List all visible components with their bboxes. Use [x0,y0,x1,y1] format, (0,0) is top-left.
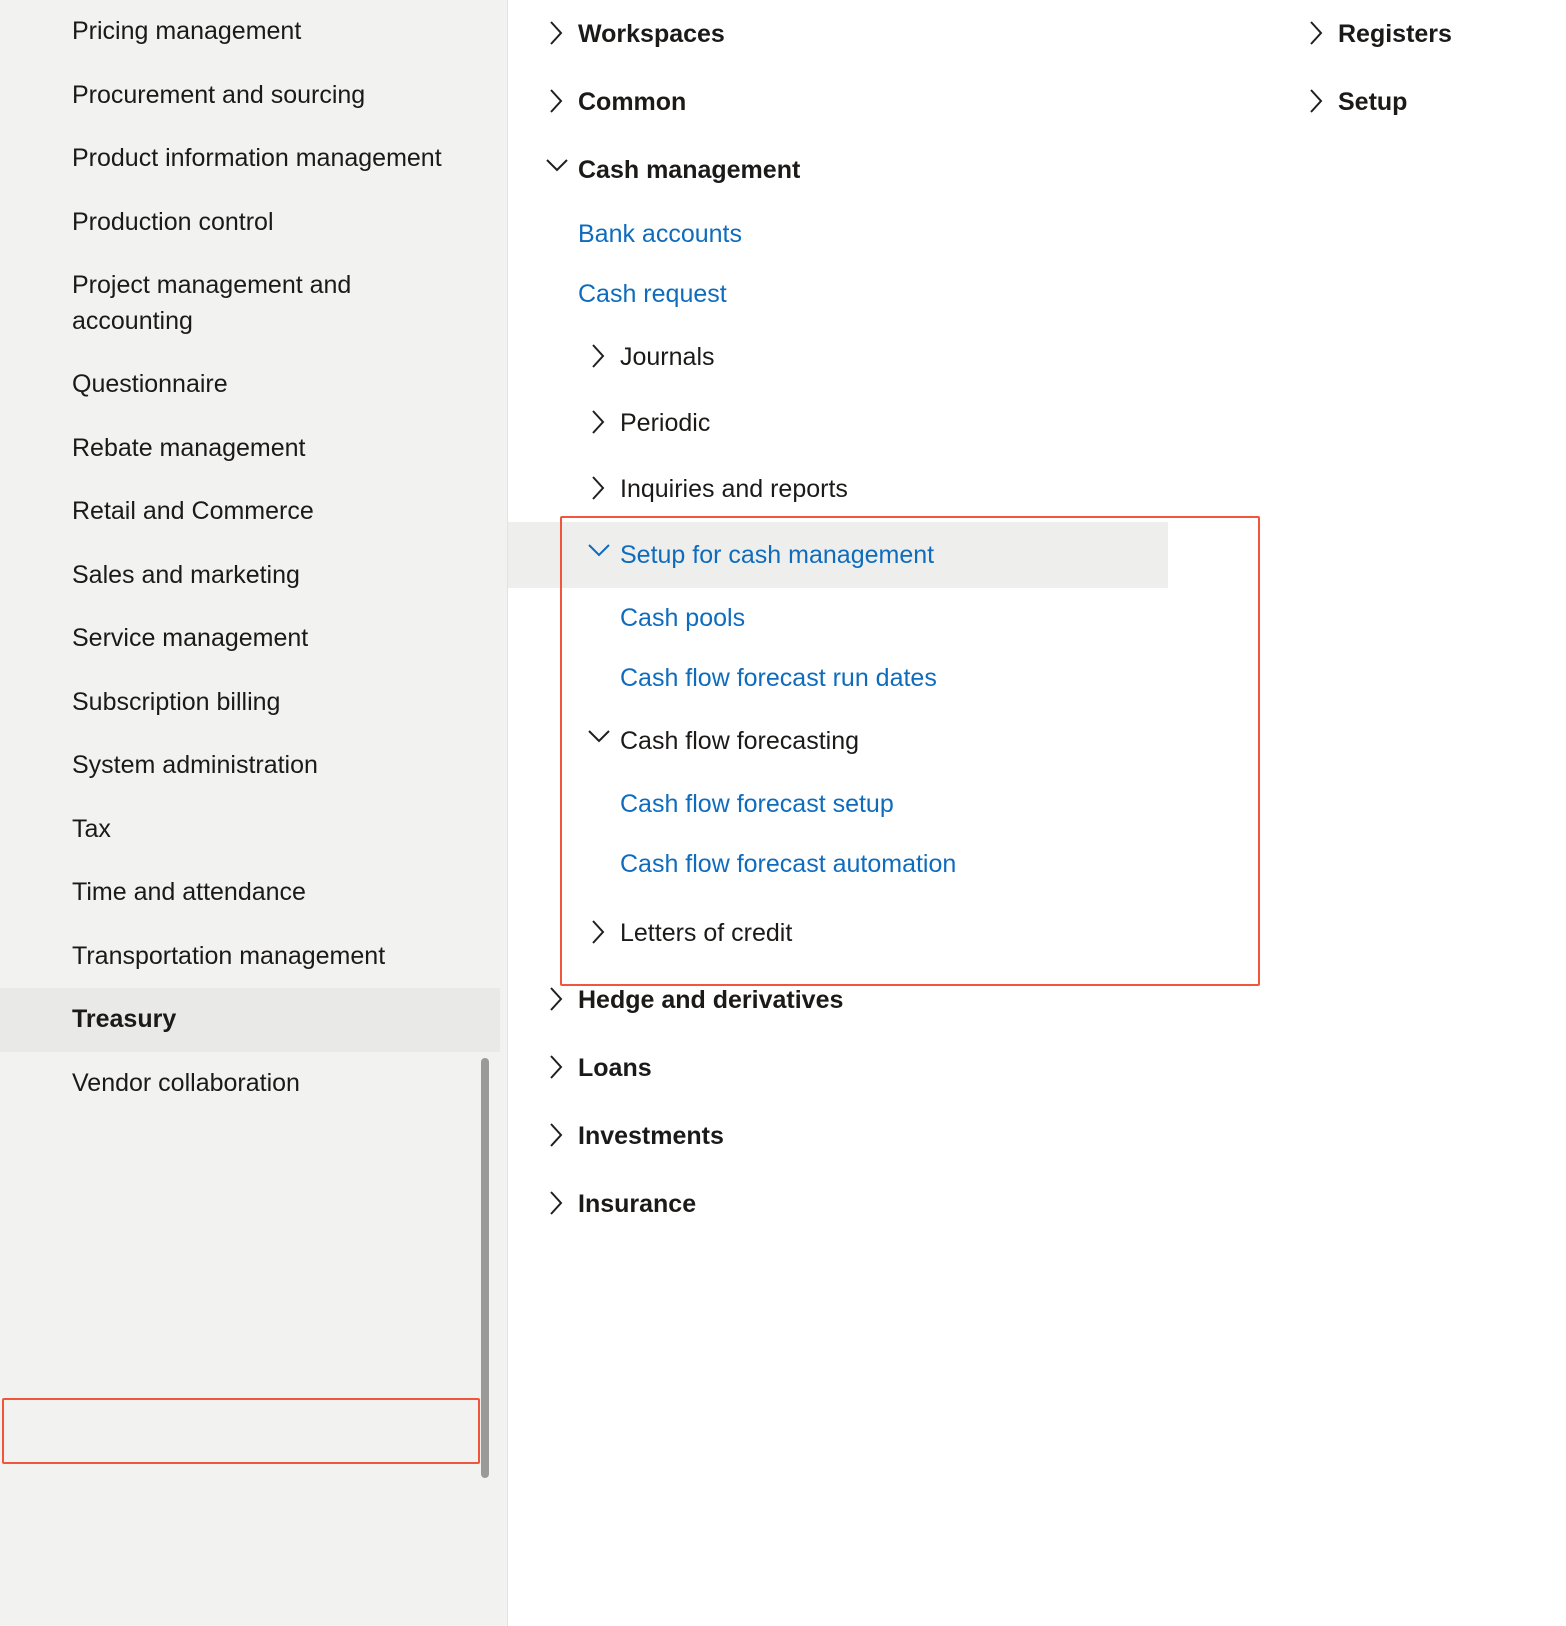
module-item-sales-and-marketing[interactable] [0,544,500,608]
module-item-time-and-attendance[interactable] [0,861,500,925]
nav-group-label: Registers [1338,20,1452,48]
module-item-label: System administration [72,751,318,779]
nav-group-loans[interactable] [508,1034,1268,1102]
chevron-down-icon [578,538,620,560]
module-item-label: Subscription billing [72,687,281,716]
module-item-procurement-and-sourcing[interactable] [0,64,500,128]
nav-group-insurance[interactable] [508,1170,1268,1238]
module-item-label: Treasury [72,1005,177,1033]
nav-group-label: Periodic [620,409,711,437]
module-item-label: Pricing management [72,17,302,45]
chevron-right-icon [578,340,620,370]
module-item-label: Rebate management [72,433,306,462]
nav-group-cash-flow-forecasting[interactable] [508,708,1268,774]
nav-group-setup-for-cash-management[interactable] [508,522,1168,588]
module-item-label: Vendor collaboration [72,1068,300,1097]
chevron-right-icon [578,406,620,436]
nav-group-label: Common [578,88,687,116]
nav-group-label: Inquiries and reports [620,475,848,503]
nav-group-letters-of-credit[interactable] [508,894,1268,966]
nav-group-inquiries-and-reports[interactable] [508,456,1268,522]
nav-group-registers[interactable] [1268,0,1566,68]
module-item-project-management-and-accounting[interactable] [0,254,500,353]
nav-group-workspaces[interactable] [508,0,1268,68]
module-item-system-administration[interactable] [0,734,500,798]
nav-link-cash-pools[interactable] [508,588,1268,648]
module-item-label: Production control [72,207,274,236]
chevron-right-icon [536,1051,578,1081]
nav-group-label: Loans [578,1054,652,1082]
module-item-vendor-collaboration[interactable] [0,1052,500,1116]
nav-link-label: Cash pools [620,604,746,632]
module-item-label: Project management and accounting [72,271,352,335]
module-item-subscription-billing[interactable] [0,671,500,735]
nav-group-label: Investments [578,1122,724,1150]
nav-group-setup[interactable] [1268,68,1566,136]
module-item-label: Tax [72,814,111,843]
module-item-product-information-management[interactable] [0,127,500,191]
module-item-retail-and-commerce[interactable] [0,480,500,544]
nav-link-label: Cash flow forecast automation [620,850,957,878]
module-item-label: Retail and Commerce [72,497,314,525]
chevron-right-icon [536,85,578,115]
nav-link-cash-request[interactable] [508,264,1268,324]
chevron-right-icon [536,17,578,47]
nav-group-label: Workspaces [578,20,725,48]
chevron-right-icon [1296,17,1338,47]
setup-for-cash-management-block [508,522,1268,894]
chevron-right-icon [578,916,620,946]
module-item-label: Product information management [72,144,442,172]
nav-group-cash-management[interactable] [508,136,1268,204]
nav-group-label: Cash flow forecasting [620,727,860,755]
nav-link-cash-flow-forecast-run-dates[interactable] [508,648,1268,708]
chevron-right-icon [578,472,620,502]
module-item-questionnaire[interactable] [0,353,500,417]
chevron-down-icon [536,153,578,175]
module-list [0,0,500,1115]
nav-link-label: Cash flow forecast setup [620,790,894,818]
nav-group-label: Hedge and derivatives [578,986,844,1014]
chevron-right-icon [536,1187,578,1217]
nav-group-periodic[interactable] [508,390,1268,456]
module-item-label: Procurement and sourcing [72,80,366,109]
chevron-down-icon [578,724,620,746]
module-item-label: Service management [72,624,309,652]
nav-group-investments[interactable] [508,1102,1268,1170]
treasury-nav-column [508,0,1268,1238]
nav-group-label: Insurance [578,1190,697,1218]
nav-group-label: Setup for cash management [620,541,935,569]
nav-link-label: Bank accounts [578,220,742,248]
module-item-rebate-management[interactable] [0,417,500,481]
module-item-label: Questionnaire [72,370,228,398]
module-item-label: Time and attendance [72,878,306,906]
module-item-treasury[interactable] [0,988,500,1052]
chevron-right-icon [536,1119,578,1149]
chevron-right-icon [1296,85,1338,115]
nav-group-label: Cash management [578,156,801,184]
chevron-right-icon [536,983,578,1013]
module-item-tax[interactable] [0,798,500,862]
module-item-pricing-management[interactable] [0,0,500,64]
module-item-production-control[interactable] [0,191,500,255]
nav-group-label: Setup [1338,88,1408,116]
nav-link-label: Cash flow forecast run dates [620,664,937,692]
nav-link-bank-accounts[interactable] [508,204,1268,264]
module-list-pane [0,0,508,1626]
module-item-service-management[interactable] [0,607,500,671]
nav-group-hedge-and-derivatives[interactable] [508,966,1268,1034]
treasury-highlight-box [2,1398,480,1464]
nav-group-label: Letters of credit [620,919,793,947]
module-item-transportation-management[interactable] [0,925,500,989]
nav-group-common[interactable] [508,68,1268,136]
nav-group-journals[interactable] [508,324,1268,390]
treasury-nav-column-secondary [1268,0,1566,136]
nav-link-label: Cash request [578,280,727,308]
nav-link-cash-flow-forecast-automation[interactable] [508,834,1268,894]
module-list-scrollbar[interactable] [487,0,499,1626]
nav-link-cash-flow-forecast-setup[interactable] [508,774,1268,834]
module-item-label: Sales and marketing [72,560,300,589]
module-list-scrollbar-thumb[interactable] [481,1058,489,1478]
module-item-label: Transportation management [72,941,386,970]
nav-group-label: Journals [620,343,715,371]
